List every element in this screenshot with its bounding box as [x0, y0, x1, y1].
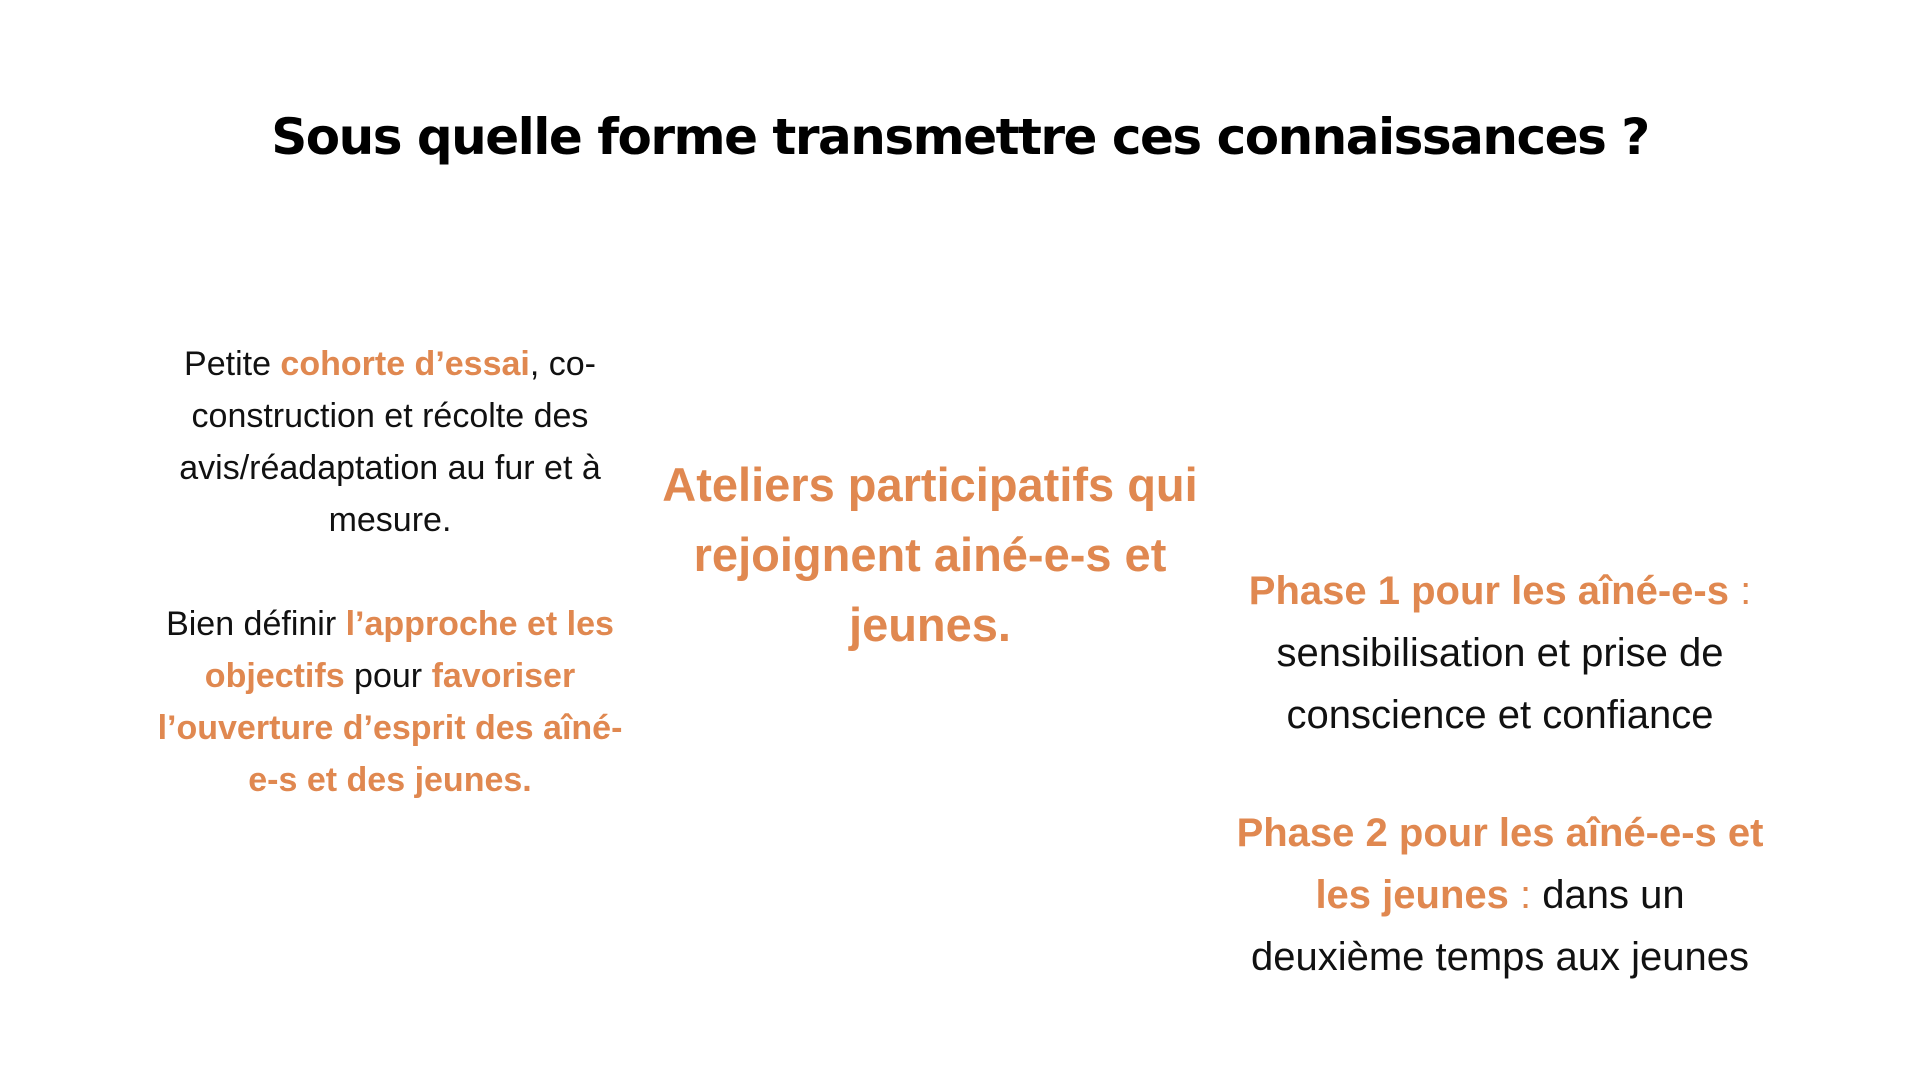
- approach-intro: Bien définir: [166, 605, 346, 643]
- center-text-block: [650, 450, 1210, 660]
- phase-1-colon: :: [1728, 569, 1752, 613]
- trial-cohort-paragraph: [150, 338, 630, 546]
- approach-highlight: l’approche et les objectifs: [204, 605, 614, 695]
- approach-middle: pour: [344, 657, 432, 695]
- openness-highlight: favoriser l’ouverture d’esprit des aîné-e-s et des jeunes.: [157, 657, 623, 799]
- paragraph-spacer: [1230, 746, 1770, 802]
- left-text-block: [150, 338, 630, 806]
- trial-cohort-rest: , co-construction et récolte des avis/réadaptation au fur et à mesure.: [179, 345, 601, 539]
- phase-1-text: sensibilisation et prise de conscience et confiance: [1276, 631, 1724, 737]
- approach-paragraph: [150, 598, 630, 806]
- workshops-statement: Ateliers participatifs qui rejoignent ainé-e-s et jeunes.: [662, 458, 1198, 651]
- phase-2-heading: Phase 2 pour les aîné-e-s et les jeunes: [1236, 811, 1764, 917]
- phase-1-paragraph: [1230, 560, 1770, 746]
- phase-2-text: dans un deuxième temps aux jeunes: [1250, 873, 1750, 979]
- phase-1-heading: Phase 1 pour les aîné-e-s: [1248, 569, 1729, 613]
- right-text-block: [1230, 560, 1770, 988]
- trial-cohort-intro: Petite: [184, 345, 281, 383]
- slide-title: Sous quelle forme transmettre ces connaissances ?: [271, 108, 1649, 166]
- paragraph-spacer: [150, 546, 630, 598]
- phase-2-paragraph: [1230, 802, 1770, 988]
- trial-cohort-highlight: cohorte d’essai: [280, 345, 530, 383]
- phase-2-colon: :: [1508, 873, 1543, 917]
